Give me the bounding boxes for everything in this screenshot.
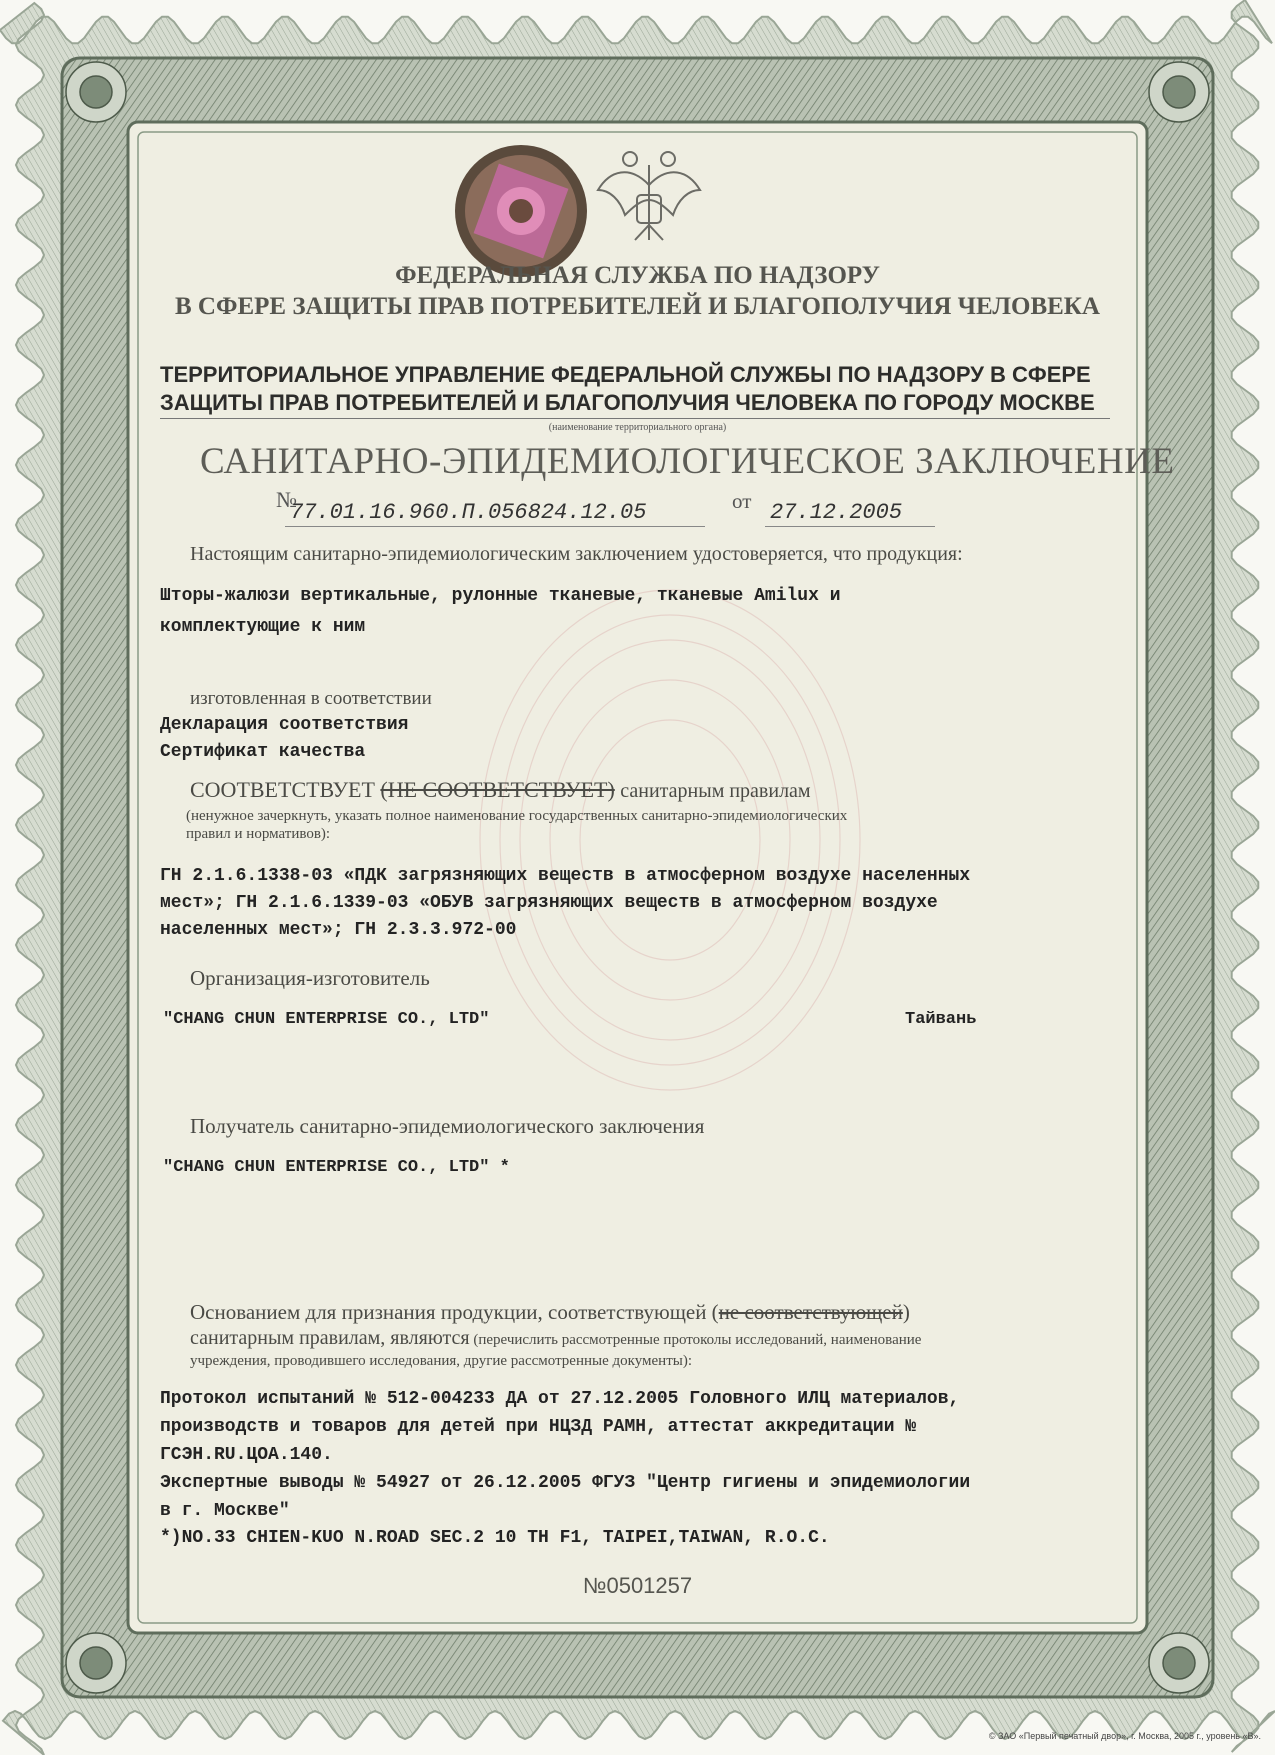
recipient-label: Получатель санитарно-эпидемиологического заключения [190,1114,705,1138]
date-underline [765,526,935,527]
basis-line4: Экспертные выводы № 54927 от 26.12.2005 ФГУЗ "Центр гигиены и эпидемиологии [160,1473,971,1493]
product-line2: комплектующие к ним [160,617,366,637]
recipient-name: "CHANG CHUN ENTERPRISE CO., LTD" * [163,1158,510,1177]
basis-label-end: ) [902,1300,910,1324]
basis-label2-note: (перечислить рассмотренные протоколы исследований, наименование [469,1332,922,1348]
double-headed-eagle-icon [590,145,708,255]
printer-footer: © ЗАО «Первый печатный двор», г. Москва, 2005 г., уровень «В». [988,1731,1261,1741]
territorial-underline [160,418,1110,419]
number-label: № [276,487,297,512]
compliance-note2: правил и нормативов): [186,826,331,842]
basis-label-line2 [190,1327,921,1350]
number-underline [285,526,705,527]
date-label: от [732,489,752,513]
rules-line3: населенных мест»; ГН 2.3.3.972-00 [160,920,517,940]
basis-label-line1 [190,1300,910,1325]
manufacturer-label: Организация-изготовитель [190,966,430,990]
not-complies-text: (НЕ СООТВЕТСТВУЕТ) [380,777,615,802]
product-intro: Настоящим санитарно-эпидемиологическим заключением удостоверяется, что продукция: [190,543,963,565]
territorial-body-line1: ТЕРРИТОРИАЛЬНОЕ УПРАВЛЕНИЕ ФЕДЕРАЛЬНОЙ СЛУЖБЫ ПО НАДЗОРУ В СФЕРЕ [160,362,1091,387]
document-number: 77.01.16.960.П.056824.12.05 [290,500,647,525]
basis-label-line3: учреждения, проводившего исследования, другие рассмотренные документы): [190,1353,692,1369]
form-number: №0501257 [582,1573,693,1598]
manufactured-doc2: Сертификат качества [160,742,366,762]
basis-line6: *)NO.33 CHIEN-KUO N.ROAD SEC.2 10 TH F1, TAIPEI,TAIWAN, R.O.C. [160,1528,830,1548]
sanitary-rules-text: санитарным правилам [620,780,811,802]
hologram-seal-icon [452,142,590,280]
basis-label2-main: санитарным правилам, являются [190,1327,470,1349]
manufacturer-country: Тайвань [905,1010,977,1029]
basis-line5: в г. Москве" [160,1501,290,1521]
basis-line1: Протокол испытаний № 512-004233 ДА от 27.12.2005 Головного ИЛЦ материалов, [160,1389,960,1409]
manufacturer-name: "CHANG CHUN ENTERPRISE CO., LTD" [163,1010,490,1029]
complies-text: СООТВЕТСТВУЕТ [190,777,375,802]
product-line1: Шторы-жалюзи вертикальные, рулонные тканевые, тканевые Amilux и [160,586,841,606]
agency-title-line1: ФЕДЕРАЛЬНАЯ СЛУЖБА ПО НАДЗОРУ [395,262,880,289]
rules-line1: ГН 2.1.6.1338-03 «ПДК загрязняющих веществ в атмосферном воздухе населенных [160,866,971,886]
basis-line2: производств и товаров для детей при НЦЗД РАМН, аттестат аккредитации № [160,1417,917,1437]
territorial-caption: (наименование территориального органа) [548,422,727,433]
territorial-body-line2: ЗАЩИТЫ ПРАВ ПОТРЕБИТЕЛЕЙ И БЛАГОПОЛУЧИЯ ЧЕЛОВЕКА ПО ГОРОДУ МОСКВЕ [160,390,1095,415]
compliance-note1: (ненужное зачеркнуть, указать полное наименование государственных санитарно-эпидемиологических [186,808,848,824]
background-rosette [470,580,870,1100]
document-title: САНИТАРНО-ЭПИДЕМИОЛОГИЧЕСКОЕ ЗАКЛЮЧЕНИЕ [200,441,1175,482]
compliance-line [190,777,811,803]
agency-title-line2: В СФЕРЕ ЗАЩИТЫ ПРАВ ПОТРЕБИТЕЛЕЙ И БЛАГОПОЛУЧИЯ ЧЕЛОВЕКА [175,293,1100,320]
basis-label-start: Основанием для признания продукции, соответствующей ( [190,1300,719,1324]
manufactured-label: изготовленная в соответствии [190,688,432,709]
basis-label-strike: не соответствующей [718,1300,903,1324]
rules-line2: мест»; ГН 2.1.6.1339-03 «ОБУВ загрязняющих веществ в атмосферном воздухе [160,893,938,913]
manufactured-doc1: Декларация соответствия [160,715,409,735]
basis-line3: ГСЭН.RU.ЦОА.140. [160,1445,333,1465]
document-date: 27.12.2005 [770,500,903,525]
